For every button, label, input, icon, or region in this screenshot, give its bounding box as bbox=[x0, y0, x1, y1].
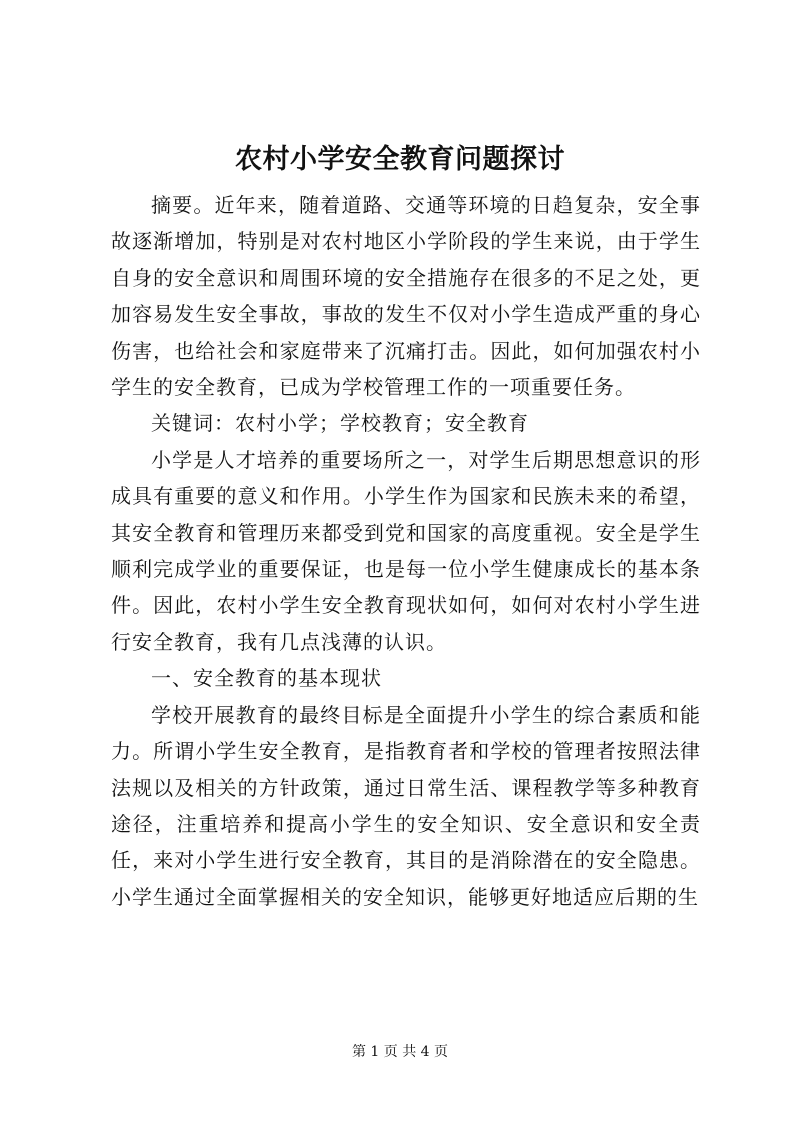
intro-paragraph: 小学是人才培养的重要场所之一，对学生后期思想意识的形成具有重要的意义和作用。小学生作为国家和民族未来的希望，其安全教育和管理历来都受到党和国家的高度重视。安全是学生顺利完成学业的重要保证，也是每一位小学生健康成长的基本条件。因此，农村小学生安全教育现状如何，如何对农村小学生进行安全教育，我有几点浅薄的认识。 bbox=[111, 447, 701, 654]
document-body bbox=[111, 187, 701, 915]
section-heading: 一、安全教育的基本现状 bbox=[151, 666, 382, 691]
keywords-paragraph: 关键词：农村小学；学校教育；安全教育 bbox=[151, 411, 529, 436]
document-title: 农村小学安全教育问题探讨 bbox=[235, 144, 565, 175]
abstract-paragraph: 摘要。近年来，随着道路、交通等环境的日趋复杂，安全事故逐渐增加，特别是对农村地区小学阶段的学生来说，由于学生自身的安全意识和周围环境的安全措施存在很多的不足之处，更加容易发生安全事故，事故的发生不仅对小学生造成严重的身心伤害，也给社会和家庭带来了沉痛打击。因此，如何加强农村小学生的安全教育，已成为学校管理工作的一项重要任务。 bbox=[111, 193, 701, 400]
page-footer: 第 1 页 共 4 页 bbox=[351, 1044, 449, 1060]
section-paragraph: 学校开展教育的最终目标是全面提升小学生的综合素质和能力。所谓小学生安全教育，是指教育者和学校的管理者按照法律法规以及相关的方针政策，通过日常生活、课程教学等多种教育途径，注重培养和提高小学生的安全知识、安全意识和安全责任，来对小学生进行安全教育，其目的是消除潜在的安全隐患。小学生通过全面掌握相关的安全知识，能够更好地适应后期的生 bbox=[111, 702, 701, 909]
